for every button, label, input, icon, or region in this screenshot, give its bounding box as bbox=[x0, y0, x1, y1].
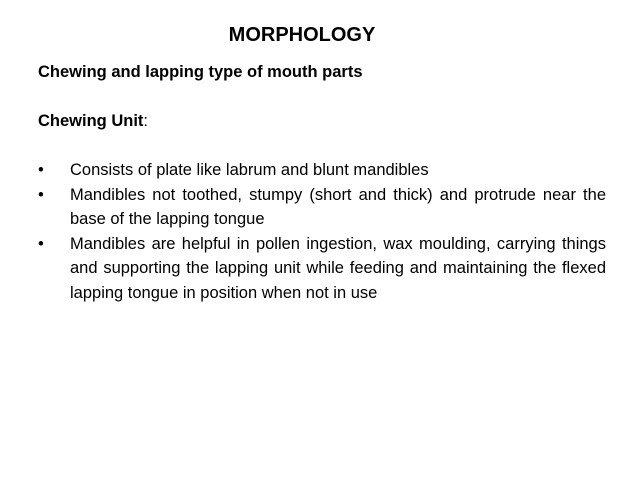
bullet-icon: • bbox=[38, 185, 44, 204]
bullet-item bbox=[38, 158, 606, 183]
bullet-list bbox=[38, 158, 606, 306]
bullet-text: Mandibles are helpful in pollen ingestion, wax moulding, carrying things and supporting the lapping unit while feeding and maintaining the flexed lapping tongue in position when not in use bbox=[70, 234, 606, 302]
bullet-icon: • bbox=[38, 161, 44, 179]
bullet-text: Mandibles not toothed, stumpy (short and thick) and protrude near the base of the lapping tongue bbox=[70, 185, 606, 229]
slide-title: MORPHOLOGY bbox=[228, 24, 376, 46]
bullet-text: Consists of plate like labrum and blunt mandibles bbox=[70, 161, 429, 179]
slide-subtitle: Chewing and lapping type of mouth parts bbox=[38, 63, 363, 81]
section-label: Chewing Unit bbox=[38, 112, 144, 130]
bullet-item bbox=[38, 183, 606, 232]
section-colon: : bbox=[143, 112, 148, 130]
section-heading bbox=[38, 109, 148, 133]
bullet-item bbox=[38, 232, 606, 306]
bullet-icon: • bbox=[38, 234, 44, 253]
